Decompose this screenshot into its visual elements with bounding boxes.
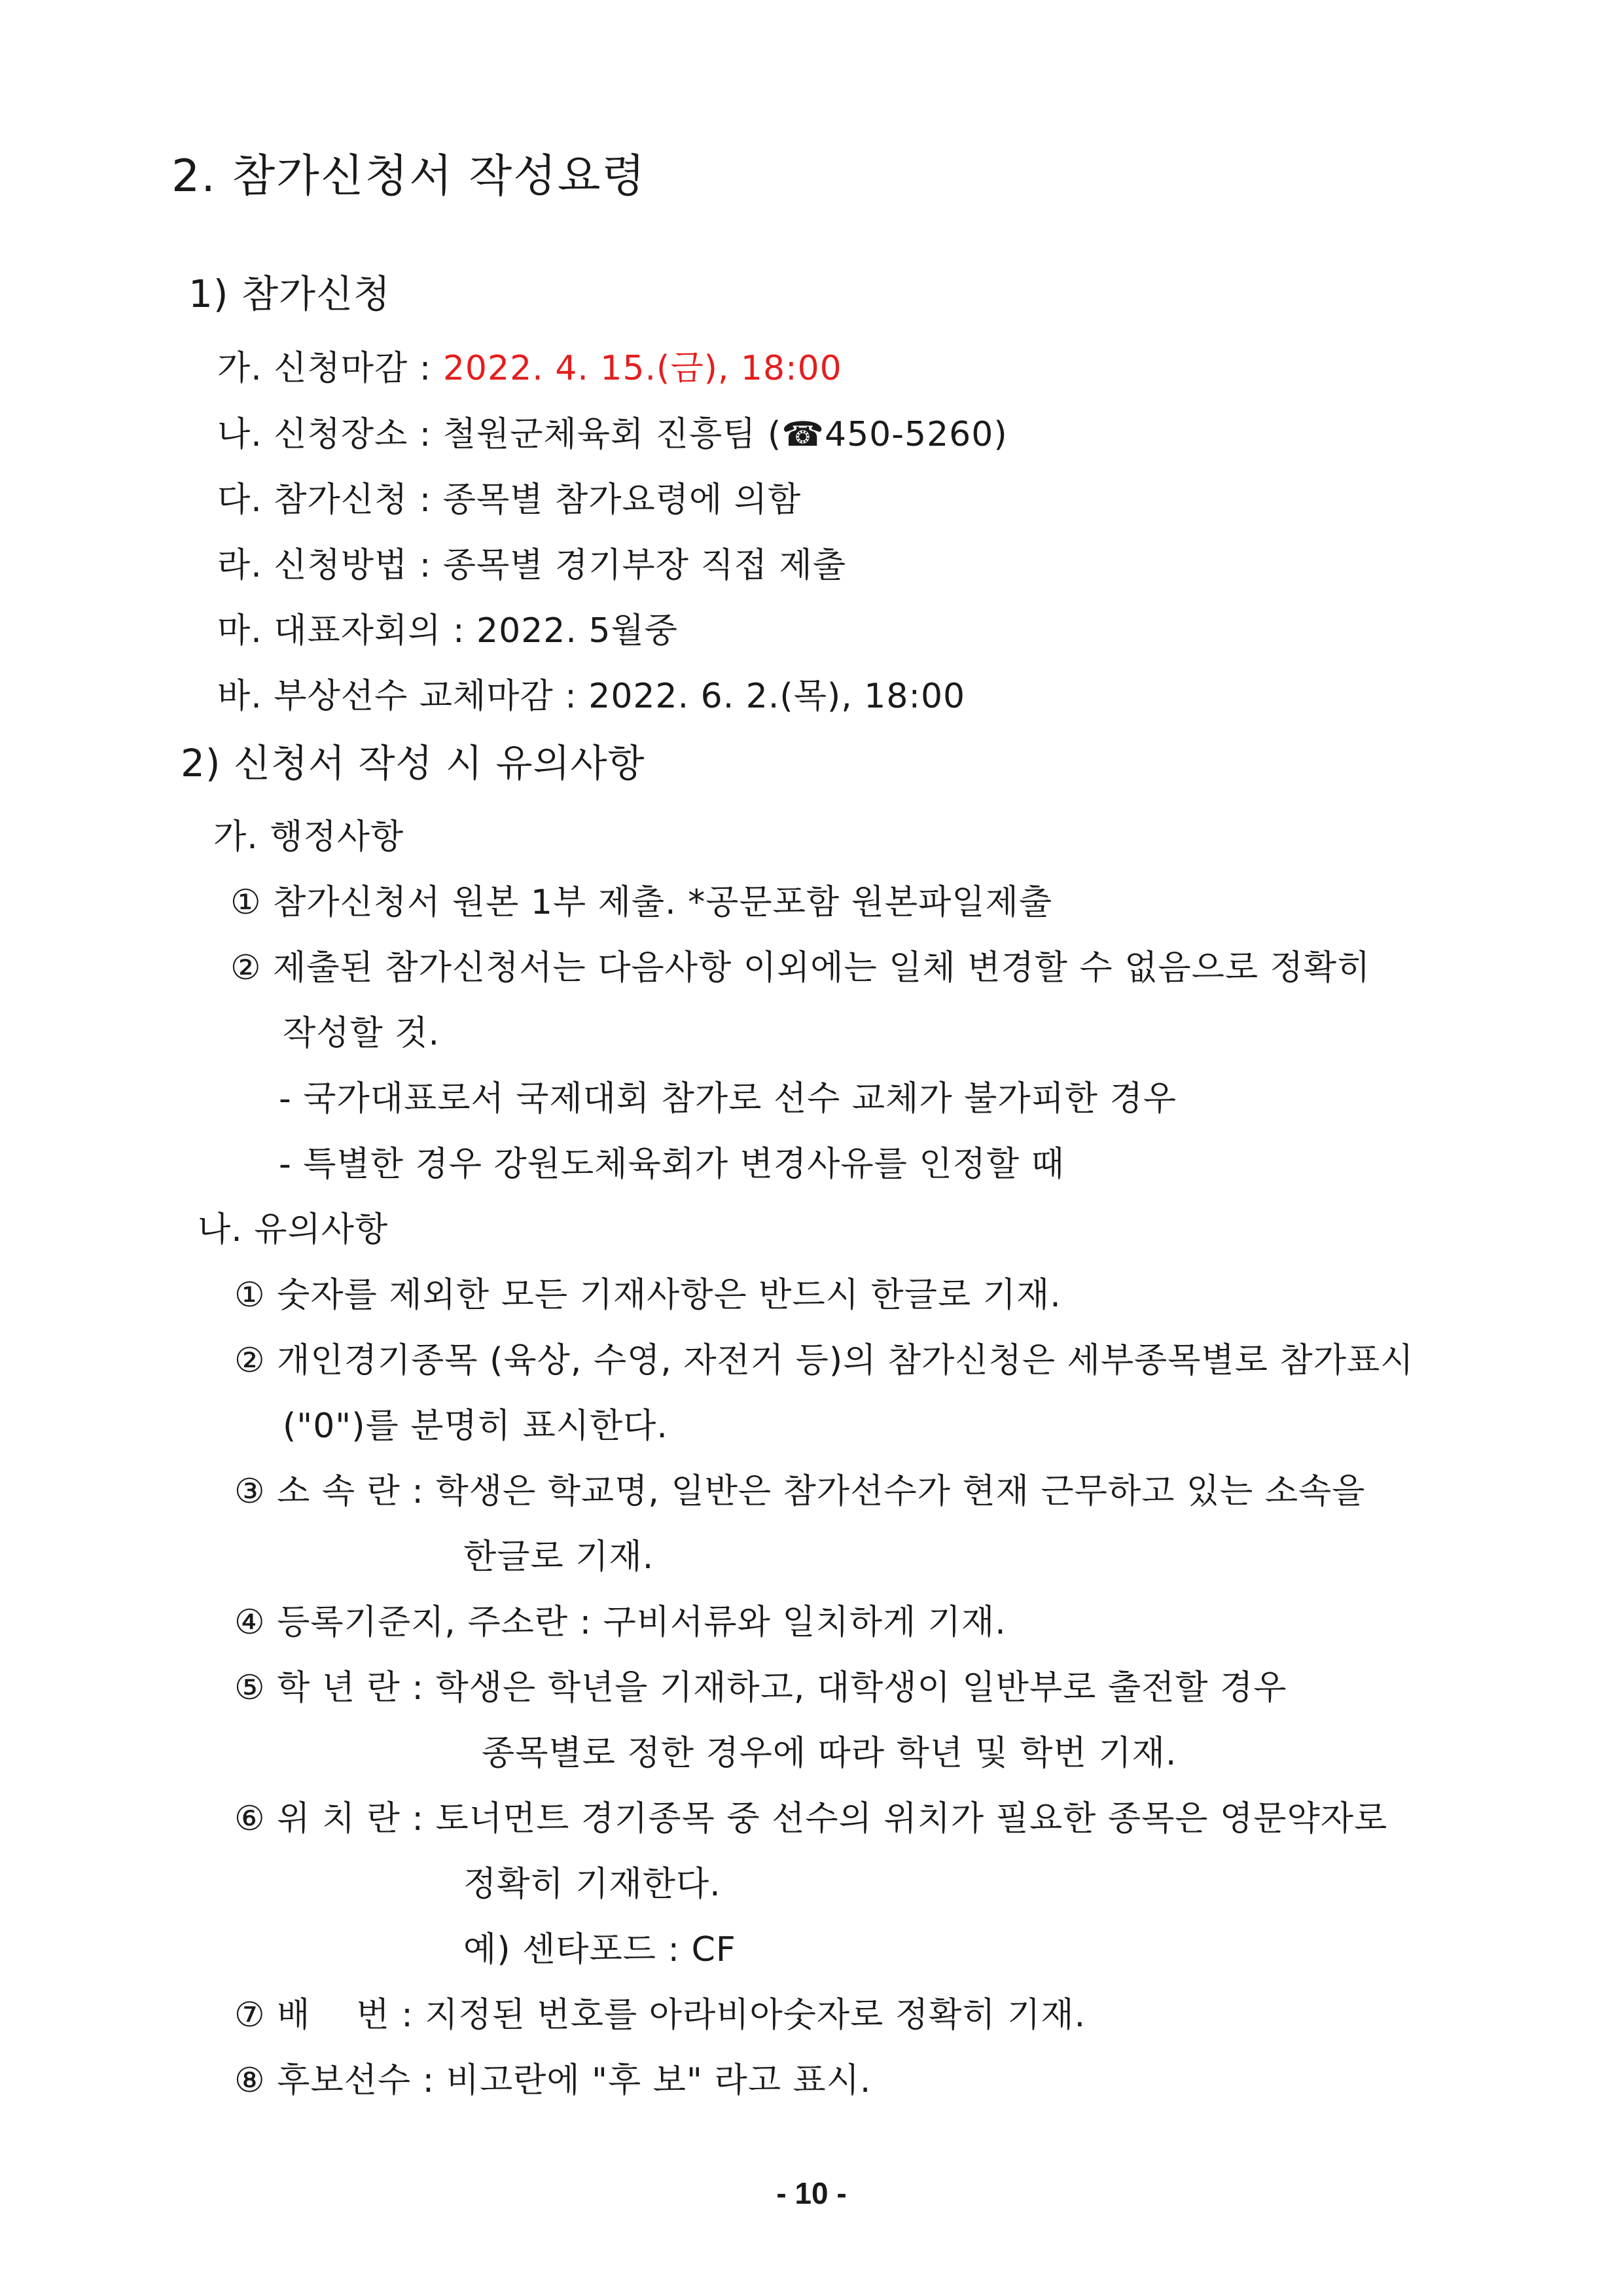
note-item-4: ④ 등록기준지, 주소란 : 구비서류와 일치하게 기재. xyxy=(234,1603,1007,1642)
deadline-line xyxy=(217,351,842,386)
replacement-deadline-line: 바. 부상선수 교체마감 : 2022. 6. 2.(목), 18:00 xyxy=(217,677,966,716)
admin-exception-2: - 특별한 경우 강원도체육회가 변경사유를 인정할 때 xyxy=(279,1145,1065,1184)
admin-item-2: ② 제출된 참가신청서는 다음사항 이외에는 일체 변경할 수 없음으로 정확히 xyxy=(230,948,1371,988)
deadline-value: 2022. 4. 15.(금), 18:00 xyxy=(442,349,842,388)
page-title: 2. 참가신청서 작성요령 xyxy=(171,151,647,202)
admin-exception-1: - 국가대표로서 국제대회 참가로 선수 교체가 불가피한 경우 xyxy=(279,1079,1177,1119)
deadline-label: 가. 신청마감 : xyxy=(217,349,443,388)
notes-heading: 나. 유의사항 xyxy=(198,1210,389,1249)
page-number: - 10 - xyxy=(776,2176,847,2210)
note-item-8: ⑧ 후보선수 : 비고란에 "후 보" 라고 표시. xyxy=(234,2061,872,2100)
administrative-heading: 가. 행정사항 xyxy=(213,817,404,857)
admin-item-1: ① 참가신청서 원본 1부 제출. *공문포함 원본파일제출 xyxy=(230,883,1053,922)
section-2-heading: 2) 신청서 작성 시 유의사항 xyxy=(181,741,645,785)
note-item-5-cont: 종목별로 정한 경우에 따라 학년 및 학번 기재. xyxy=(482,1734,1177,1773)
note-item-1: ① 숫자를 제외한 모든 기재사항은 반드시 한글로 기재. xyxy=(234,1276,1061,1315)
location-line: 나. 신청장소 : 철원군체육회 진흥팀 (☎450-5260) xyxy=(217,415,1008,454)
note-item-2-cont: ("0")를 분명히 표시한다. xyxy=(283,1407,668,1446)
note-item-5: ⑤ 학 년 란 : 학생은 학년을 기재하고, 대학생이 일반부로 출전할 경우 xyxy=(234,1668,1287,1708)
note-item-3-cont: 한글로 기재. xyxy=(463,1537,654,1577)
note-item-6: ⑥ 위 치 란 : 토너먼트 경기종목 중 선수의 위치가 필요한 종목은 영문약자로 xyxy=(234,1799,1388,1839)
meeting-line: 마. 대표자회의 : 2022. 5월중 xyxy=(217,611,678,651)
admin-item-2-cont: 작성할 것. xyxy=(283,1014,440,1053)
note-item-6-example: 예) 센타포드 : CF xyxy=(463,1930,736,1969)
note-item-6-cont: 정확히 기재한다. xyxy=(463,1865,721,1904)
note-item-3: ③ 소 속 란 : 학생은 학교명, 일반은 참가선수가 현재 근무하고 있는 소속을 xyxy=(234,1472,1366,1511)
method-line: 라. 신청방법 : 종목별 경기부장 직접 제출 xyxy=(217,546,846,585)
note-item-7: ⑦ 배 번 : 지정된 번호를 아라비아숫자로 정확히 기재. xyxy=(234,1996,1086,2035)
application-line: 다. 참가신청 : 종목별 참가요령에 의함 xyxy=(217,480,802,520)
note-item-2: ② 개인경기종목 (육상, 수영, 자전거 등)의 참가신청은 세부종목별로 참가표시 xyxy=(234,1341,1414,1380)
section-1-heading: 1) 참가신청 xyxy=(188,272,391,316)
